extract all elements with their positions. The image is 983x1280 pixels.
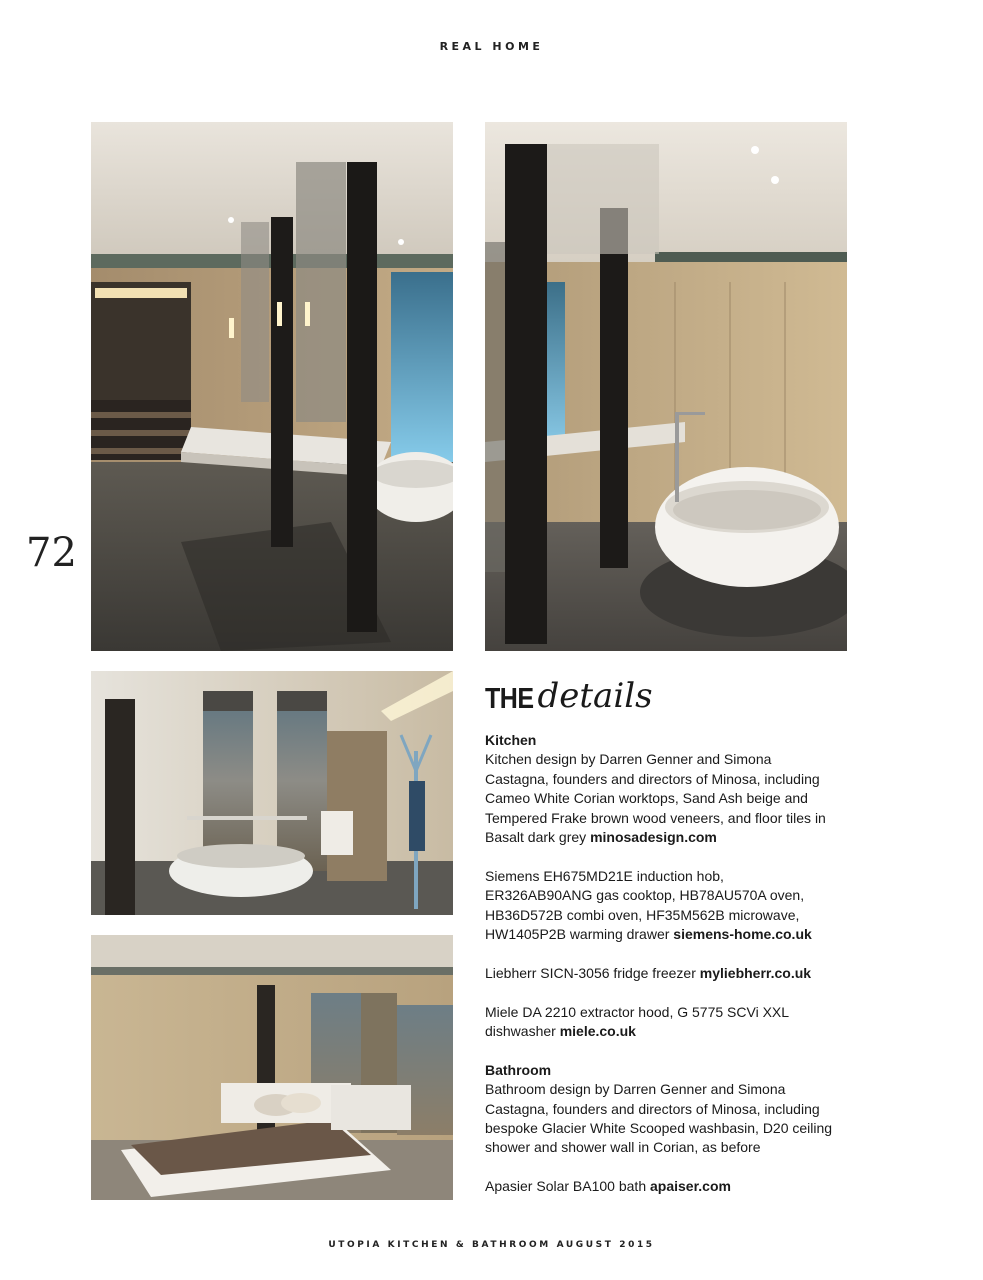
details-heading-the: THE [485,682,534,716]
kitchen-item: Siemens EH675MD21E induction hob, ER326AB90ANG gas cooktop, HB78AU570A oven, HB36D572B combi oven, HF35M562B microwave, HW1405P2B warming drawer siemens-home.co.uk [485,867,812,943]
supplier-link: minosadesign.com [590,829,717,846]
footer-credit: UTOPIA KITCHEN & BATHROOM AUGUST 2015 [328,1240,655,1250]
supplier-link: siemens-home.co.uk [673,926,812,943]
photo-bathroom-vanity [91,122,453,651]
page-number: 72 [26,530,77,576]
details-heading [485,676,835,723]
kitchen-title: Kitchen [485,732,537,748]
photo-freestanding-bath [485,122,847,651]
photo-bath-rock-view [91,671,453,915]
supplier-link: myliebherr.co.uk [699,964,812,981]
supplier-link: apaiser.com [650,1178,731,1195]
bathroom-item: Apasier Solar BA100 bath apaiser.com [485,1178,731,1195]
supplier-link: miele.co.uk [559,1023,636,1040]
kitchen-item: Kitchen design by Darren Genner and Simona Castagna, founders and directors of Minosa, including Cameo White Corian worktops, Sand Ash beige and Tempered Frake brown wood veneers, and floor tiles in Basalt dark grey minosadesign.com [485,751,826,846]
kitchen-item: Miele DA 2210 extractor hood, G 5775 SCVi XXL dishwasher miele.co.uk [485,1003,789,1040]
kitchen-item: Liebherr SICN-3056 fridge freezer myliebherr.co.uk [485,964,812,981]
bathroom-title: Bathroom [485,1061,552,1078]
photo-bedroom [91,935,453,1200]
running-head: REAL HOME [439,40,544,53]
details-panel [485,676,835,1216]
details-heading-word: details [537,676,653,716]
bathroom-item: Bathroom design by Darren Genner and Simona Castagna, founders and directors of Minosa, including bespoke Glacier White Scooped washbasin, D20 ceiling shower and shower wall in Corian, as before [485,1081,833,1156]
